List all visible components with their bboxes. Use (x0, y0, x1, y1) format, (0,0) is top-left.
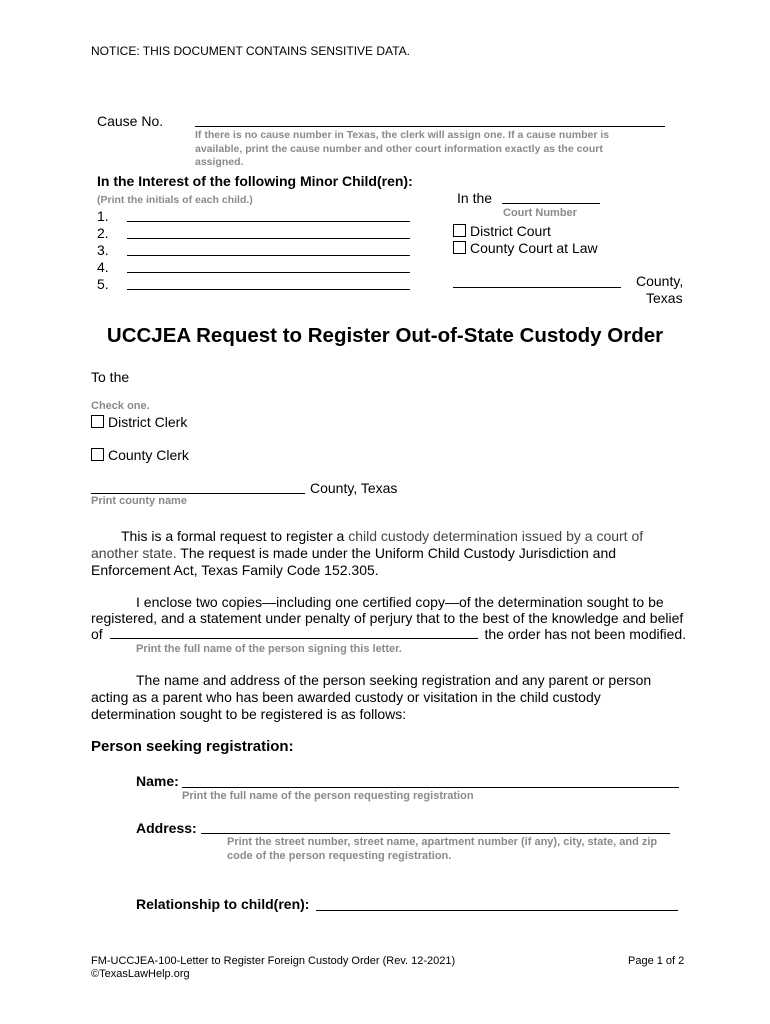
cause-hint-line: assigned. (195, 156, 244, 168)
court-county-field[interactable] (453, 287, 621, 288)
person-heading: Person seeking registration: (91, 738, 294, 755)
county-clerk-label: County Clerk (108, 447, 189, 463)
court-option-district[interactable] (453, 223, 551, 240)
signer-name-field[interactable] (110, 637, 478, 639)
person-name-field[interactable] (182, 787, 679, 788)
page-title: UCCJEA Request to Register Out-of-State Custody Order (106, 324, 664, 347)
court-option-county-at-law[interactable] (453, 240, 598, 257)
in-the-label: In the (457, 190, 493, 206)
clerk-option-district[interactable] (91, 414, 187, 431)
paragraph-2-end: the order has not been modified. (484, 626, 687, 642)
child-number: 4. (97, 259, 109, 275)
paragraph-1-text: The request is made under the Uniform Child Custody Jurisdiction and (176, 545, 617, 561)
person-address-hint (227, 836, 657, 863)
children-heading: In the Interest of the following Minor Child(ren): (97, 173, 413, 189)
child-number: 3. (97, 242, 109, 258)
child-initials-field[interactable] (127, 221, 410, 222)
paragraph-1-text: This is a formal request to register a (121, 528, 349, 544)
court-number-hint: Court Number (503, 207, 577, 219)
district-court-checkbox[interactable] (453, 224, 466, 237)
cause-number-hint (195, 129, 609, 170)
court-county-label: County, (636, 273, 684, 289)
name-label: Name: (136, 773, 179, 789)
child-number: 1. (97, 208, 109, 224)
children-initials-hint: (Print the initials of each child.) (97, 194, 253, 206)
footer-form-id: FM-UCCJEA-100-Letter to Register Foreign Custody Order (Rev. 12-2021) (91, 955, 456, 967)
paragraph-1-highlight: another state. (91, 545, 177, 561)
child-number: 2. (97, 225, 109, 241)
person-name-hint: Print the full name of the person requesting registration (182, 790, 474, 802)
child-initials-field[interactable] (127, 272, 410, 273)
court-state-label: Texas (646, 290, 683, 306)
child-initials-field[interactable] (127, 289, 410, 290)
county-clerk-checkbox[interactable] (91, 448, 104, 461)
county-court-at-law-checkbox[interactable] (453, 241, 466, 254)
cause-hint-line: If there is no cause number in Texas, the clerk will assign one. If a cause number is (195, 129, 610, 141)
paragraph-3-line: determination sought to be registered is as follows: (91, 706, 407, 722)
paragraph-1-highlight: child custody determination issued by a court of (348, 528, 644, 544)
paragraph-1-line (121, 528, 643, 545)
county-court-at-law-label: County Court at Law (470, 240, 598, 256)
clerk-county-hint: Print county name (91, 495, 187, 507)
relationship-field[interactable] (316, 910, 678, 911)
district-clerk-checkbox[interactable] (91, 415, 104, 428)
clerk-county-field[interactable] (91, 493, 305, 494)
address-hint-line: code of the person requesting registration. (227, 849, 452, 862)
clerk-option-county[interactable] (91, 447, 189, 464)
child-initials-field[interactable] (127, 238, 410, 239)
address-label: Address: (136, 820, 197, 836)
paragraph-3-line: acting as a parent who has been awarded custody or visitation in the child custody (91, 689, 601, 705)
signer-name-hint: Print the full name of the person signing this letter. (136, 643, 402, 655)
footer-left (91, 955, 455, 981)
sensitive-data-notice: NOTICE: THIS DOCUMENT CONTAINS SENSITIVE DATA. (91, 44, 410, 58)
district-clerk-label: District Clerk (108, 414, 188, 430)
paragraph-2-of: of (91, 626, 103, 642)
cause-number-label: Cause No. (97, 113, 164, 129)
paragraph-1-line: Enforcement Act, Texas Family Code 152.305. (91, 562, 379, 578)
cause-hint-line: available, print the cause number and other court information exactly as the court (195, 142, 603, 155)
paragraph-2-line: registered, and a statement under penalty of perjury that to the best of the knowledge and belief (91, 610, 684, 626)
check-one-hint: Check one. (91, 400, 150, 412)
cause-number-field[interactable] (195, 126, 665, 127)
court-number-field[interactable] (502, 203, 600, 204)
to-the-label: To the (91, 369, 130, 385)
clerk-county-suffix: County, Texas (310, 480, 398, 496)
child-initials-field[interactable] (127, 255, 410, 256)
footer-copyright: ©TexasLawHelp.org (91, 968, 190, 980)
relationship-label: Relationship to child(ren): (136, 896, 310, 912)
paragraph-2-line: I enclose two copies—including one certified copy—of the determination sought to be (136, 594, 664, 610)
child-number: 5. (97, 276, 109, 292)
district-court-label: District Court (470, 223, 551, 239)
person-address-field[interactable] (201, 833, 670, 834)
paragraph-1-line (91, 545, 616, 562)
paragraph-2-line (91, 626, 686, 643)
page-number: Page 1 of 2 (628, 955, 685, 967)
address-hint-line: Print the street number, street name, apartment number (if any), city, state, and zip (227, 836, 658, 848)
paragraph-3-line: The name and address of the person seeking registration and any parent or person (136, 672, 652, 688)
